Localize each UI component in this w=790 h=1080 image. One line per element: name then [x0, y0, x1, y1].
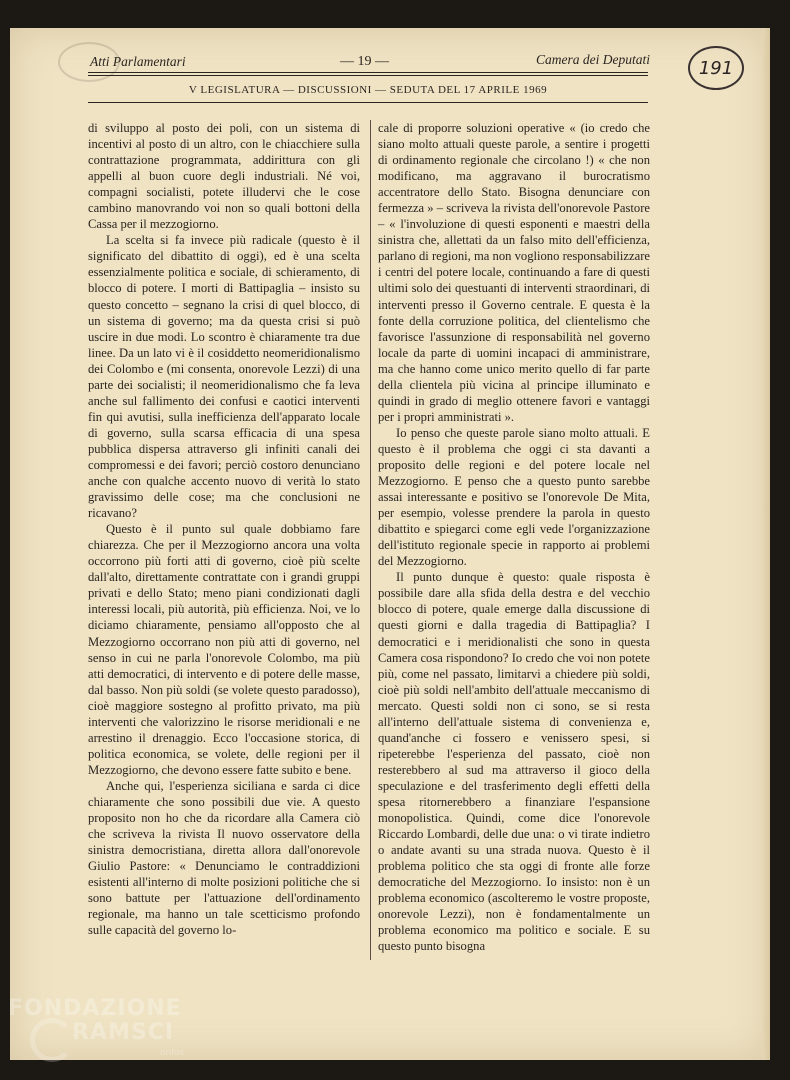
paragraph: Io penso che queste parole siano molto attuali. E questo è il problema che oggi ci sta davanti a proposito delle regioni e del potere locale nel Mezzogiorno. E penso che a questo punto sarebbe assai interessante e positivo se l'onorevole De Mita, per esempio, volesse prendere la parola in questo dibattito e spiegarci come egli vede l'organizzazione dell'istituto regionale specie in rapporto ai problemi del Mezzogiorno.	[378, 425, 650, 569]
watermark-g-logo-icon	[30, 1018, 74, 1062]
header-rule	[88, 72, 648, 73]
handwritten-page-number: 191	[688, 46, 744, 90]
left-column	[88, 120, 360, 938]
subheader-rule	[88, 102, 648, 103]
fondazione-gramsci-watermark	[0, 992, 200, 1072]
paragraph: di sviluppo al posto dei poli, con un sistema di incentivi al posto di un altro, con le chiacchiere sulla contrattazione programmata, addirittura con gli appelli al buon cuore degli industriali. Né voi, compagni socialisti, potete illudervi che le cose cambino manovrando voi non so quali bottoni della Cassa per il mezzogiorno.	[88, 121, 360, 232]
session-subheader: V LEGISLATURA — DISCUSSIONI — SEDUTA DEL 17 APRILE 1969	[188, 84, 548, 96]
header-page-number: — 19 —	[340, 54, 389, 69]
page-edge	[762, 28, 770, 1060]
watermark-line2: RAMSCI	[72, 1020, 175, 1045]
paragraph: Anche qui, l'esperienza siciliana e sarda ci dice chiaramente che sono possibili due vie. A questo proposito non ho che da ricordare alla Camera ciò che scriveva la rivista Il nuovo osservatore della sinistra democristiana, diretta allora dall'onorevole Giulio Pastore: « Denunciamo le contraddizioni esistenti all'interno di molte posizioni politiche che si sono battute per l'attuazione dell'ordinamento regionale, ma hanno un tale scetticismo profondo sulle capacità del governo lo-	[88, 778, 360, 938]
header-rule-thin	[88, 75, 648, 76]
header-chamber: Camera dei Deputati	[536, 52, 650, 67]
paragraph: La scelta si fa invece più radicale (questo è il significato del dibattito di oggi), ed è una scelta essenzialmente politica e sociale, di schieramento, di blocco di potere. I morti di Battipaglia – insisto su questo concetto – segnano la crisi di quel blocco, di un sistema di governo; ma da questa crisi si può uscire in due modi. Lo scontro è chiaramente tra due linee. Da un lato vi è il cosiddetto neomeridionalismo dei Colombo e (mi consenta, onorevole Lezzi) di una parte dei socialisti; il neomeridionalismo che fa leva anche sul fallimento dei confusi e caotici interventi fin qui avutisi, sulla inefficienza dell'apparato locale di governo, sulla scarsa efficacia di una spesa pubblica dispersa attraverso gli infiniti canali dei compromessi e dei favori; perciò costoro denunciano anche con qualche accento nuovo di verità lo stato gravissimo delle cose; ma che conclusioni ne ricavano?	[88, 233, 360, 521]
paragraph: Questo è il punto sul quale dobbiamo fare chiarezza. Che per il Mezzogiorno ancora una volta occorrono più forti atti di governo, cioè più scelte dall'alto, direttamente contrattate con i grandi gruppi privati e dello Stato; meno piani condizionati dagli interessi locali, più autorità, più efficienza. Noi, ve lo diciamo chiaramente, pensiamo all'opposto che al Mezzogiorno occorrano non più atti di governo, nel senso in cui ne parla l'onorevole Colombo, ma più atti democratici, di intervento e di potere delle masse, dal basso. Non più soldi (se volete questo paradosso), cioè maggiore sostegno al profitto privato, ma più interventi che valorizzino le risorse meridionali e ne arrestino il drenaggio. Ecco l'occasione storica, di politica economica, se volete, delle regioni per il Mezzogiorno, che devono essere fatte subito e bene.	[88, 522, 360, 777]
paragraph: cale di proporre soluzioni operative « (io credo che siano molto attuali queste parole, a sentire i progetti di ordinamento regionale che circolano !) « che non modificano, ma aggravano il burocratismo accentratore dello Stato. Bisogna denunciare con fermezza » – scriveva la rivista dell'onorevole Pastore – « l'involuzione di questi esponenti e maestri della sinistra che, allettati da un falso mito dell'efficienza, parlano di regioni, ma non vogliono responsabilizzare i centri del potere locale, continuando a fare di questi ultimi solo dei questuanti di interventi straordinari, di interventi presso il Governo centrale. E questa è la fonte della corruzione politica, del clientelismo che favorisce l'assunzione di responsabilità nel governo locale da parte di uomini incapaci di amministrare, ma che hanno come unico merito quello di far parte della clientela più vicina al principe illuminato e quindi in grado di meglio ottenere favori e vantaggi per i propri amministrati ».	[378, 121, 650, 424]
right-column	[378, 120, 650, 954]
watermark-line1: FONDAZIONE	[8, 996, 182, 1021]
watermark-onlus: onlus	[160, 1048, 185, 1058]
paragraph: Il punto dunque è questo: quale risposta è possibile dare alla sfida della destra e del vecchio blocco di potere, quale emerge dalla discussione di questi giorni e dalla tragedia di Battipaglia? I democratici e i meridionalisti che sono in questa Camera cosa rispondono? Io credo che voi non potete più, come nel passato, limitarvi a chiedere più soldi, cioè più soldi nell'ambito dell'attuale meccanismo di mercato. Questi soldi non ci sono, se si resta all'interno dell'attuale sistema di convenienza e, quand'anche ci fossero e venissero spesi, si ripeterebbe l'esperienza del passato, cioè non resterebbero al sud ma attraverso il gioco della speculazione e del trasferimento degli effetti della spesa ritornerebbero a finanziare l'espansione monopolistica. Quindi, come dice l'onorevole Riccardo Lombardi, delle due una: o vi tirate indietro o andate avanti su una strada nuova. Questo è il problema politico che sta oggi di fronte alle forze democratiche del Mezzogiorno. Io insisto: non è un problema economico (ascolteremo le vostre proposte, onorevole Lezzi), non è fondamentalmente un problema economico ma politico e sociale. E su questo punto bisogna	[378, 570, 650, 954]
column-divider	[370, 120, 371, 960]
header-publication: Atti Parlamentari	[90, 54, 186, 69]
